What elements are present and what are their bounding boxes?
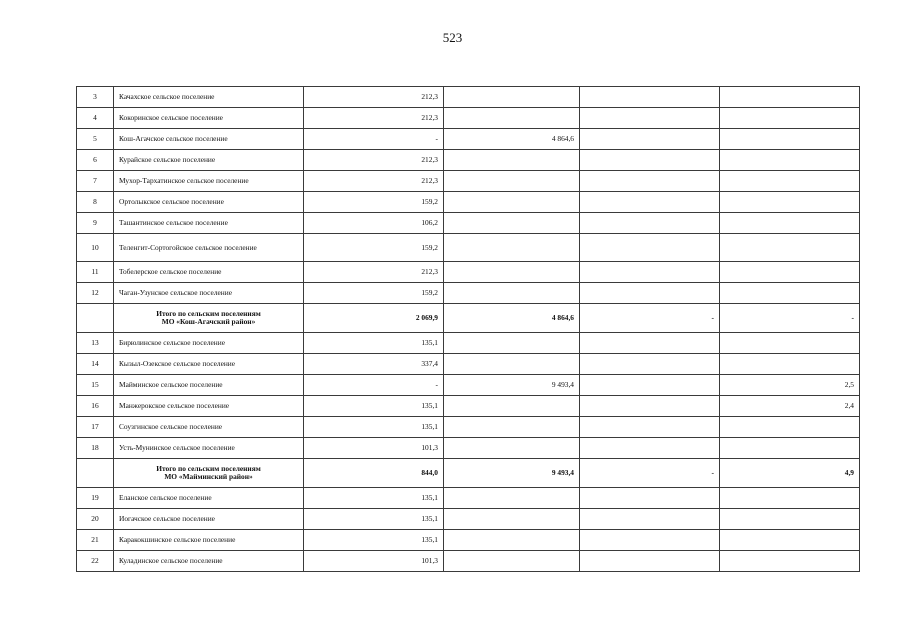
amount-cell xyxy=(580,234,720,262)
amount-cell xyxy=(720,108,860,129)
amount-cell xyxy=(580,129,720,150)
amount-cell xyxy=(580,509,720,530)
row-number: 13 xyxy=(77,333,114,354)
row-number: 22 xyxy=(77,551,114,572)
amount-cell xyxy=(720,354,860,375)
amount-cell xyxy=(580,150,720,171)
amount-cell xyxy=(444,87,580,108)
settlement-name: Качахское сельское поселение xyxy=(114,87,304,108)
amount-cell: 101,3 xyxy=(304,438,444,459)
amount-cell: 135,1 xyxy=(304,509,444,530)
table-row xyxy=(77,551,860,572)
settlement-name: Кызыл-Озекское сельское поселение xyxy=(114,354,304,375)
row-number: 3 xyxy=(77,87,114,108)
amount-cell xyxy=(580,354,720,375)
table-row xyxy=(77,150,860,171)
row-number: 16 xyxy=(77,396,114,417)
table-row xyxy=(77,396,860,417)
amount-cell xyxy=(444,333,580,354)
settlement-name: Чаган-Узунское сельское поселение xyxy=(114,283,304,304)
settlement-name: Каракокшинское сельское поселение xyxy=(114,530,304,551)
amount-cell: 212,3 xyxy=(304,171,444,192)
amount-cell xyxy=(444,192,580,213)
amount-cell xyxy=(444,396,580,417)
amount-cell xyxy=(720,509,860,530)
amount-cell: 337,4 xyxy=(304,354,444,375)
amount-cell xyxy=(444,262,580,283)
amount-cell xyxy=(580,438,720,459)
amount-cell: 212,3 xyxy=(304,262,444,283)
amount-cell xyxy=(580,283,720,304)
amount-cell xyxy=(444,530,580,551)
table-row xyxy=(77,488,860,509)
amount-cell: 212,3 xyxy=(304,150,444,171)
subtotal-label xyxy=(114,304,304,333)
settlement-name: Соузгинское сельское поселение xyxy=(114,417,304,438)
amount-cell: 9 493,4 xyxy=(444,375,580,396)
settlement-name: Кокоринское сельское поселение xyxy=(114,108,304,129)
amount-cell: 4 864,6 xyxy=(444,304,580,333)
row-number: 4 xyxy=(77,108,114,129)
amount-cell: 135,1 xyxy=(304,333,444,354)
amount-cell: 159,2 xyxy=(304,234,444,262)
subtotal-label-line: Итого по сельским поселениям xyxy=(156,309,261,318)
amount-cell xyxy=(444,438,580,459)
amount-cell: 2,4 xyxy=(720,396,860,417)
table-row xyxy=(77,509,860,530)
amount-cell: 101,3 xyxy=(304,551,444,572)
amount-cell xyxy=(580,192,720,213)
table-row xyxy=(77,213,860,234)
amount-cell xyxy=(720,283,860,304)
table-row xyxy=(77,171,860,192)
row-number: 11 xyxy=(77,262,114,283)
row-number: 21 xyxy=(77,530,114,551)
amount-cell xyxy=(580,171,720,192)
row-number: 19 xyxy=(77,488,114,509)
amount-cell xyxy=(720,551,860,572)
settlement-name: Иогачское сельское поселение xyxy=(114,509,304,530)
amount-cell xyxy=(580,262,720,283)
settlement-name: Курайское сельское поселение xyxy=(114,150,304,171)
amount-cell: 9 493,4 xyxy=(444,459,580,488)
settlement-name: Ташантинское сельское поселение xyxy=(114,213,304,234)
amount-cell xyxy=(720,213,860,234)
amount-cell xyxy=(720,488,860,509)
amount-cell: 135,1 xyxy=(304,488,444,509)
table-row xyxy=(77,87,860,108)
settlement-name: Еланское сельское поселение xyxy=(114,488,304,509)
amount-cell xyxy=(580,417,720,438)
amount-cell xyxy=(444,150,580,171)
amount-cell xyxy=(720,192,860,213)
table-row xyxy=(77,438,860,459)
settlement-name: Манжерокское сельское поселение xyxy=(114,396,304,417)
amount-cell xyxy=(580,87,720,108)
row-number: 15 xyxy=(77,375,114,396)
subtotal-label-line: Итого по сельским поселениям xyxy=(156,464,261,473)
amount-cell: 159,2 xyxy=(304,283,444,304)
amount-cell xyxy=(580,213,720,234)
amount-cell xyxy=(720,417,860,438)
table-row xyxy=(77,375,860,396)
amount-cell xyxy=(444,108,580,129)
amount-cell xyxy=(580,396,720,417)
amount-cell: - xyxy=(304,375,444,396)
amount-cell xyxy=(580,375,720,396)
settlement-budget-table xyxy=(76,86,860,572)
amount-cell xyxy=(720,234,860,262)
table-row xyxy=(77,262,860,283)
row-number: 20 xyxy=(77,509,114,530)
table-row xyxy=(77,354,860,375)
amount-cell xyxy=(444,171,580,192)
table-row xyxy=(77,333,860,354)
settlement-name: Куладинское сельское поселение xyxy=(114,551,304,572)
table-row xyxy=(77,283,860,304)
amount-cell: 4,9 xyxy=(720,459,860,488)
amount-cell: 2 069,9 xyxy=(304,304,444,333)
row-number: 5 xyxy=(77,129,114,150)
settlement-name: Кош-Агачское сельское поселение xyxy=(114,129,304,150)
amount-cell: 4 864,6 xyxy=(444,129,580,150)
settlement-name: Тобелерское сельское поселение xyxy=(114,262,304,283)
amount-cell xyxy=(580,488,720,509)
settlement-name: Бирюлинское сельское поселение xyxy=(114,333,304,354)
amount-cell xyxy=(580,530,720,551)
amount-cell xyxy=(720,171,860,192)
amount-cell xyxy=(580,108,720,129)
amount-cell: - xyxy=(304,129,444,150)
subtotal-label-line: МО «Майминский район» xyxy=(164,472,253,481)
row-number: 10 xyxy=(77,234,114,262)
amount-cell xyxy=(720,333,860,354)
amount-cell xyxy=(444,283,580,304)
settlement-name: Мухор-Тархатинское сельское поселение xyxy=(114,171,304,192)
amount-cell: - xyxy=(720,304,860,333)
amount-cell xyxy=(720,129,860,150)
amount-cell: 159,2 xyxy=(304,192,444,213)
amount-cell xyxy=(444,509,580,530)
row-number: 18 xyxy=(77,438,114,459)
row-number: 14 xyxy=(77,354,114,375)
amount-cell: 844,0 xyxy=(304,459,444,488)
row-number: 7 xyxy=(77,171,114,192)
settlement-name: Усть-Мунинское сельское поселение xyxy=(114,438,304,459)
amount-cell xyxy=(720,530,860,551)
amount-cell xyxy=(720,262,860,283)
subtotal-label xyxy=(114,459,304,488)
row-number: 17 xyxy=(77,417,114,438)
page-number: 523 xyxy=(442,30,463,45)
amount-cell: 135,1 xyxy=(304,530,444,551)
amount-cell xyxy=(720,150,860,171)
row-number: 12 xyxy=(77,283,114,304)
subtotal-label-line: МО «Кош-Агачский район» xyxy=(161,317,256,326)
table-row xyxy=(77,530,860,551)
amount-cell xyxy=(444,417,580,438)
amount-cell xyxy=(580,551,720,572)
table-row xyxy=(77,129,860,150)
amount-cell xyxy=(444,354,580,375)
amount-cell: 135,1 xyxy=(304,396,444,417)
settlement-name: Майминское сельское поселение xyxy=(114,375,304,396)
amount-cell xyxy=(580,333,720,354)
row-number: 8 xyxy=(77,192,114,213)
amount-cell xyxy=(444,213,580,234)
amount-cell: 212,3 xyxy=(304,108,444,129)
amount-cell: - xyxy=(580,304,720,333)
amount-cell: 2,5 xyxy=(720,375,860,396)
amount-cell: - xyxy=(580,459,720,488)
amount-cell xyxy=(720,438,860,459)
amount-cell: 212,3 xyxy=(304,87,444,108)
row-number: 6 xyxy=(77,150,114,171)
table-row xyxy=(77,108,860,129)
row-number: 9 xyxy=(77,213,114,234)
settlement-name: Ортолыкское сельское поселение xyxy=(114,192,304,213)
subtotal-row xyxy=(77,459,860,488)
amount-cell xyxy=(720,87,860,108)
amount-cell xyxy=(444,234,580,262)
amount-cell: 106,2 xyxy=(304,213,444,234)
subtotal-row xyxy=(77,304,860,333)
amount-cell xyxy=(444,551,580,572)
settlement-name: Теленгит-Сортогойское сельское поселение xyxy=(114,234,304,262)
row-number xyxy=(77,459,114,488)
table-row xyxy=(77,192,860,213)
table-row xyxy=(77,234,860,262)
amount-cell xyxy=(444,488,580,509)
row-number xyxy=(77,304,114,333)
amount-cell: 135,1 xyxy=(304,417,444,438)
table-row xyxy=(77,417,860,438)
